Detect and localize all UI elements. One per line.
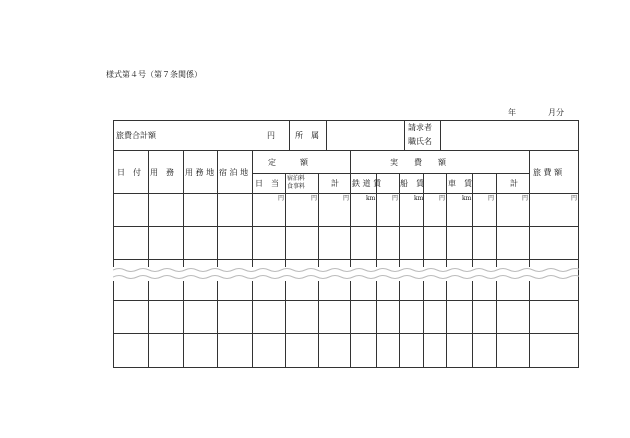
unit-yen-travel-total: 円 (571, 195, 578, 202)
table-row[interactable] (114, 194, 578, 226)
month-label: 月分 (548, 108, 564, 117)
table-row[interactable] (114, 301, 578, 333)
form-title: 様式第４号（第７条関係） (106, 70, 202, 79)
header-fixed-amount: 定 額 (268, 158, 308, 167)
unit-yen-ship: 円 (439, 195, 446, 202)
department-field[interactable] (330, 124, 400, 146)
unit-yen-car: 円 (488, 195, 495, 202)
total-amount-label: 旅費合計額 (116, 131, 156, 140)
header-daily: 日 当 (255, 179, 279, 188)
header-travel-total: 旅 費 額 (533, 168, 563, 177)
claimant-name-field[interactable] (444, 124, 574, 146)
header-actual-cost: 実 費 額 (390, 158, 446, 167)
header-business-place: 用 務 地 (185, 168, 215, 177)
total-amount-value[interactable] (190, 129, 260, 141)
unit-km-car: km (462, 195, 472, 202)
unit-yen-daily: 円 (278, 195, 285, 202)
unit-yen-railway: 円 (392, 195, 399, 202)
unit-yen-fixed-subtotal: 円 (343, 195, 350, 202)
table-row[interactable] (114, 282, 578, 300)
header-ship: 船 賃 (400, 179, 424, 188)
header-fixed-subtotal: 計 (331, 179, 339, 188)
department-label: 所 属 (295, 131, 319, 140)
header-lodging-place: 宿 泊 地 (219, 168, 249, 177)
header-railway: 鉄 道 賃 (352, 179, 382, 188)
unit-km-ship: km (414, 195, 424, 202)
total-yen-unit: 円 (267, 131, 275, 140)
header-actual-subtotal: 計 (510, 179, 518, 188)
unit-yen-lodging: 円 (311, 195, 318, 202)
tear-line-icon (113, 266, 579, 282)
header-business: 用 務 (150, 168, 174, 177)
header-car: 車 賃 (448, 179, 472, 188)
table-row[interactable] (114, 334, 578, 367)
header-date: 日 付 (117, 168, 141, 177)
year-label: 年 (508, 108, 516, 117)
unit-km-railway: km (366, 195, 376, 202)
claimant-label-2: 職氏名 (408, 137, 432, 146)
table-row[interactable] (114, 227, 578, 259)
header-lodging-fee: 宿泊料 (287, 175, 306, 182)
claimant-label-1: 請求者 (408, 123, 432, 132)
unit-yen-actual-subtotal: 円 (522, 195, 529, 202)
header-meal-fee: 食事料 (287, 183, 306, 190)
